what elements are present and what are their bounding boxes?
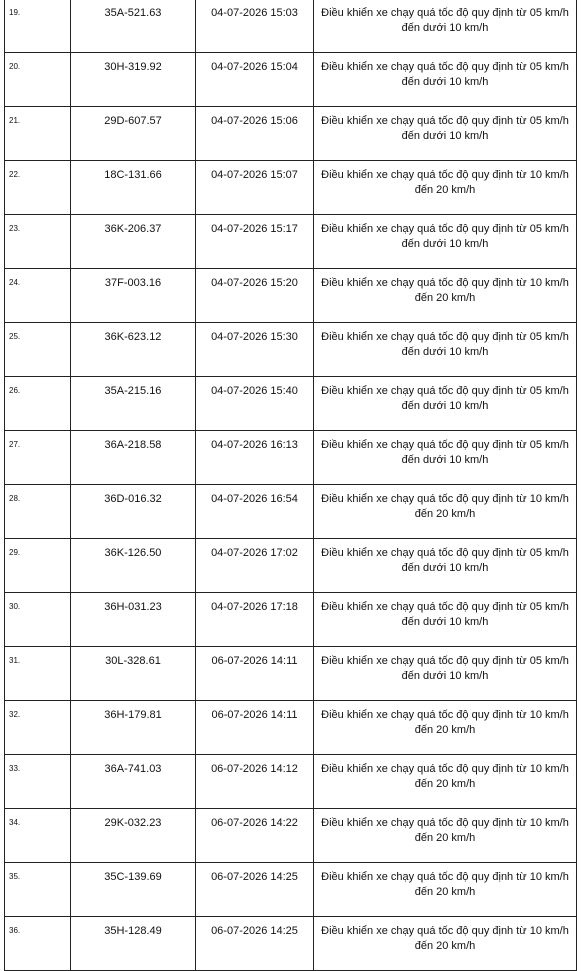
license-plate: 36K-126.50 [71,539,196,593]
violation-description: Điều khiển xe chạy quá tốc độ quy định từ 10 km/h đến 20 km/h [314,485,577,539]
violation-description: Điều khiển xe chạy quá tốc độ quy định từ 05 km/h đến dưới 10 km/h [314,431,577,485]
violation-time: 04-07-2026 15:06 [196,107,314,161]
license-plate: 36A-218.58 [71,431,196,485]
row-number: 23. [5,215,71,269]
row-number: 22. [5,161,71,215]
row-number: 28. [5,485,71,539]
table-row [5,755,577,809]
table-row [5,809,577,863]
violation-time: 04-07-2026 15:20 [196,269,314,323]
row-number: 25. [5,323,71,377]
row-number: 30. [5,593,71,647]
table-row [5,161,577,215]
table-row [5,377,577,431]
table-row [5,269,577,323]
violation-time: 04-07-2026 15:07 [196,161,314,215]
license-plate: 29K-032.23 [71,809,196,863]
table-row [5,323,577,377]
violation-time: 04-07-2026 17:18 [196,593,314,647]
license-plate: 30L-328.61 [71,647,196,701]
license-plate: 36K-623.12 [71,323,196,377]
table-row [5,701,577,755]
violation-description: Điều khiển xe chạy quá tốc độ quy định từ 05 km/h đến dưới 10 km/h [314,539,577,593]
violation-time: 04-07-2026 15:17 [196,215,314,269]
violation-time: 04-07-2026 16:13 [196,431,314,485]
violation-description: Điều khiển xe chạy quá tốc độ quy định từ 10 km/h đến 20 km/h [314,917,577,971]
violation-time: 06-07-2026 14:22 [196,809,314,863]
license-plate: 35H-128.49 [71,917,196,971]
violations-table-body [5,0,577,971]
violation-time: 04-07-2026 17:02 [196,539,314,593]
violation-description: Điều khiển xe chạy quá tốc độ quy định từ 10 km/h đến 20 km/h [314,161,577,215]
table-row [5,53,577,107]
violation-description: Điều khiển xe chạy quá tốc độ quy định từ 10 km/h đến 20 km/h [314,755,577,809]
license-plate: 37F-003.16 [71,269,196,323]
violation-description: Điều khiển xe chạy quá tốc độ quy định từ 05 km/h đến dưới 10 km/h [314,107,577,161]
violation-time: 06-07-2026 14:12 [196,755,314,809]
violation-time: 06-07-2026 14:11 [196,701,314,755]
license-plate: 36D-016.32 [71,485,196,539]
violation-time: 04-07-2026 15:03 [196,0,314,53]
violation-time: 06-07-2026 14:11 [196,647,314,701]
row-number: 20. [5,53,71,107]
row-number: 32. [5,701,71,755]
license-plate: 36K-206.37 [71,215,196,269]
table-row [5,593,577,647]
violation-description: Điều khiển xe chạy quá tốc độ quy định từ 10 km/h đến 20 km/h [314,863,577,917]
violation-description: Điều khiển xe chạy quá tốc độ quy định từ 05 km/h đến dưới 10 km/h [314,647,577,701]
violation-description: Điều khiển xe chạy quá tốc độ quy định từ 05 km/h đến dưới 10 km/h [314,215,577,269]
row-number: 35. [5,863,71,917]
row-number: 34. [5,809,71,863]
violation-description: Điều khiển xe chạy quá tốc độ quy định từ 05 km/h đến dưới 10 km/h [314,0,577,53]
license-plate: 36H-031.23 [71,593,196,647]
license-plate: 18C-131.66 [71,161,196,215]
violations-table [4,0,577,971]
table-row [5,863,577,917]
table-row [5,485,577,539]
violation-time: 06-07-2026 14:25 [196,863,314,917]
violation-time: 06-07-2026 14:25 [196,917,314,971]
row-number: 27. [5,431,71,485]
row-number: 19. [5,0,71,53]
license-plate: 29D-607.57 [71,107,196,161]
row-number: 33. [5,755,71,809]
table-row [5,215,577,269]
table-row [5,647,577,701]
violation-description: Điều khiển xe chạy quá tốc độ quy định từ 10 km/h đến 20 km/h [314,809,577,863]
row-number: 26. [5,377,71,431]
license-plate: 35A-521.63 [71,0,196,53]
violation-time: 04-07-2026 16:54 [196,485,314,539]
table-row [5,539,577,593]
license-plate: 36H-179.81 [71,701,196,755]
table-row [5,917,577,971]
violation-time: 04-07-2026 15:04 [196,53,314,107]
table-row [5,107,577,161]
row-number: 24. [5,269,71,323]
violation-time: 04-07-2026 15:40 [196,377,314,431]
violation-description: Điều khiển xe chạy quá tốc độ quy định từ 05 km/h đến dưới 10 km/h [314,377,577,431]
row-number: 31. [5,647,71,701]
violation-description: Điều khiển xe chạy quá tốc độ quy định từ 10 km/h đến 20 km/h [314,701,577,755]
violation-description: Điều khiển xe chạy quá tốc độ quy định từ 05 km/h đến dưới 10 km/h [314,53,577,107]
license-plate: 35A-215.16 [71,377,196,431]
row-number: 21. [5,107,71,161]
row-number: 29. [5,539,71,593]
row-number: 36. [5,917,71,971]
license-plate: 35C-139.69 [71,863,196,917]
violation-description: Điều khiển xe chạy quá tốc độ quy định từ 10 km/h đến 20 km/h [314,269,577,323]
table-row [5,0,577,53]
license-plate: 36A-741.03 [71,755,196,809]
violation-time: 04-07-2026 15:30 [196,323,314,377]
violation-description: Điều khiển xe chạy quá tốc độ quy định từ 05 km/h đến dưới 10 km/h [314,593,577,647]
license-plate: 30H-319.92 [71,53,196,107]
table-row [5,431,577,485]
violation-description: Điều khiển xe chạy quá tốc độ quy định từ 05 km/h đến dưới 10 km/h [314,323,577,377]
